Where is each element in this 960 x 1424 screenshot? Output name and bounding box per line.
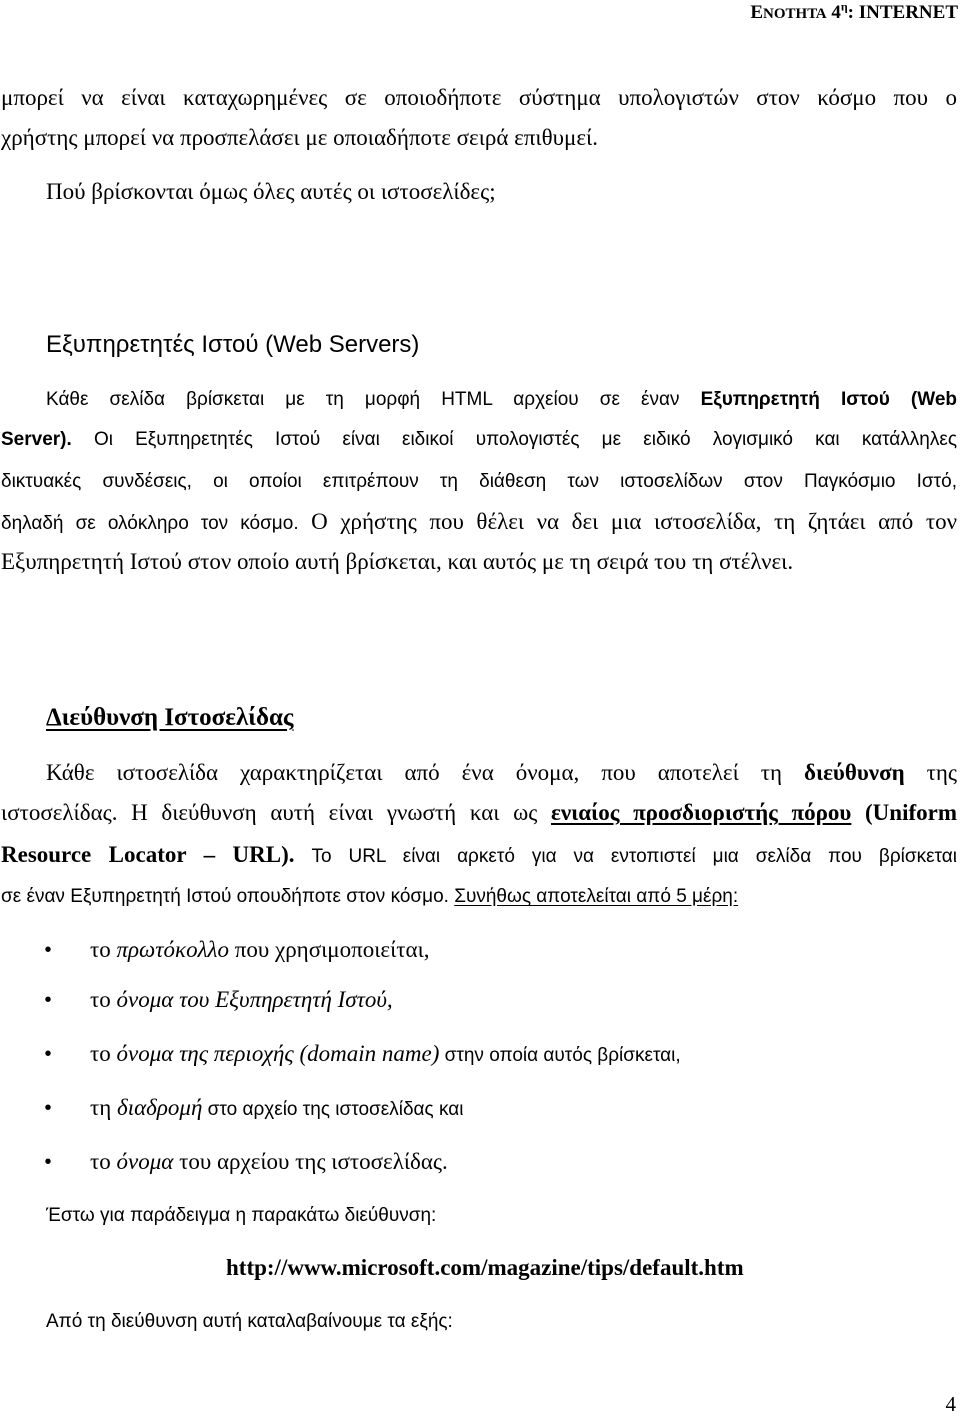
italic-term: όνομα της περιοχής (domain name) — [116, 1041, 440, 1066]
paragraph-line — [46, 385, 957, 415]
text-segment: Το URL είναι αρκετό για να εντοπιστεί μια σελίδα που βρίσκεται — [294, 846, 957, 867]
example-intro: Έστω για παράδειγμα η παρακάτω διεύθυνση: — [46, 1205, 437, 1226]
list-item — [90, 1147, 950, 1177]
text-segment: Οι Εξυπηρετητές Ιστού είναι ειδικοί υπολογιστές με ειδικό λογισμικό και κατάλληλες — [71, 429, 957, 450]
paragraph-line — [1, 882, 957, 912]
list-item — [90, 985, 950, 1015]
text-segment: το — [90, 937, 117, 962]
italic-term: πρωτόκολλο — [116, 937, 229, 962]
question-line: Πού βρίσκονται όμως όλες αυτές οι ιστοσελίδες; — [46, 179, 496, 204]
example-url: http://www.microsoft.com/magazine/tips/default.htm — [226, 1255, 744, 1280]
text-segment: τη — [90, 1095, 118, 1120]
bold-term: ενιαίος προσδιοριστής πόρου — [551, 800, 852, 825]
text-segment: Εξυπηρετητή Ιστού στον οποίο αυτή βρίσκεται, και αυτός με τη σειρά του τη στέλνει. — [1, 549, 794, 574]
text-segment: Κάθε ιστοσελίδα χαρακτηρίζεται από ένα όνομα, που αποτελεί τη — [46, 760, 805, 785]
bullet-icon — [38, 1039, 58, 1069]
paragraph-line — [1, 547, 957, 577]
text-segment: δηλαδή σε ολόκληρο τον κόσμο. — [1, 513, 299, 534]
italic-term: διαδρομή — [117, 1095, 203, 1120]
paragraph-line — [1, 798, 957, 828]
section-label: ΕΝΟΤΗΤΑ — [750, 2, 827, 23]
page-number: 4 — [945, 1392, 956, 1416]
text-segment: το — [90, 987, 117, 1012]
text-segment: το — [90, 1041, 117, 1066]
text-segment: το — [90, 1149, 117, 1174]
bullet-icon — [38, 985, 58, 1015]
conclusion-line: Από τη διεύθυνση αυτή καταλαβαίνουμε τα εξής: — [46, 1311, 453, 1332]
list-item — [90, 1039, 950, 1069]
paragraph-line: χρήστης μπορεί να προσπελάσει με οποιαδήποτε σειρά επιθυμεί. — [1, 125, 598, 150]
bold-term: (Uniform — [851, 800, 958, 825]
text-segment: Ο χρήστης που θέλει να δει μια ιστοσελίδα, τη ζητάει από τον — [298, 509, 957, 534]
paragraph-line — [1, 840, 957, 870]
section-number: 4 — [831, 2, 841, 23]
paragraph-line: μπορεί να είναι καταχωρημένες σε οποιοδήποτε σύστημα υπολογιστών στον κόσμο που ο — [1, 85, 957, 110]
text-segment: σε έναν Εξυπηρετητή Ιστού οπουδήποτε στον κόσμο. — [1, 886, 455, 907]
text-segment: της — [904, 760, 957, 785]
text-segment: Κάθε σελίδα βρίσκεται με τη μορφή HTML αρχείου σε έναν — [46, 389, 701, 410]
text-segment: στο αρχείο της ιστοσελίδας και — [202, 1099, 464, 1120]
section-title: INTERNET — [858, 2, 958, 23]
paragraph-line — [1, 425, 957, 455]
section-heading-web-address: Διεύθυνση Ιστοσελίδας — [46, 704, 294, 731]
list-item — [90, 1093, 950, 1123]
bold-term: διεύθυνση — [804, 760, 905, 785]
bullet-icon — [38, 1093, 58, 1123]
text-segment: του αρχείου της ιστοσελίδας. — [173, 1149, 448, 1174]
italic-term: όνομα — [116, 1149, 174, 1174]
paragraph-line — [46, 758, 957, 788]
bold-term: Εξυπηρετητή Ιστού (Web — [700, 389, 957, 410]
section-heading-web-servers: Εξυπηρετητές Ιστού (Web Servers) — [46, 331, 420, 358]
text-segment: στην οποία αυτός βρίσκεται, — [439, 1045, 681, 1066]
text-segment: δικτυακές συνδέσεις, οι οποίοι επιτρέπουν τη διάθεση των ιστοσελίδων στον Παγκόσμιο Ιστό, — [1, 471, 957, 492]
list-item — [90, 935, 950, 965]
italic-term: όνομα του Εξυπηρετητή Ιστού, — [116, 987, 393, 1012]
bullet-icon — [38, 1147, 58, 1177]
paragraph-line — [1, 467, 957, 497]
bold-term: Resource Locator – URL). — [1, 842, 295, 867]
underlined-text: Συνήθως αποτελείται από 5 μέρη: — [454, 886, 739, 907]
paragraph-line — [1, 507, 957, 537]
header-separator: : — [847, 2, 854, 23]
section-number-suffix: η — [840, 0, 848, 14]
bullet-icon — [38, 935, 58, 965]
text-segment: που χρησιμοποιείται, — [229, 937, 430, 962]
text-segment: ιστοσελίδας. Η διεύθυνση αυτή είναι γνωστή και ως — [1, 800, 552, 825]
bold-term: Server). — [1, 429, 72, 450]
running-header — [750, 0, 958, 26]
